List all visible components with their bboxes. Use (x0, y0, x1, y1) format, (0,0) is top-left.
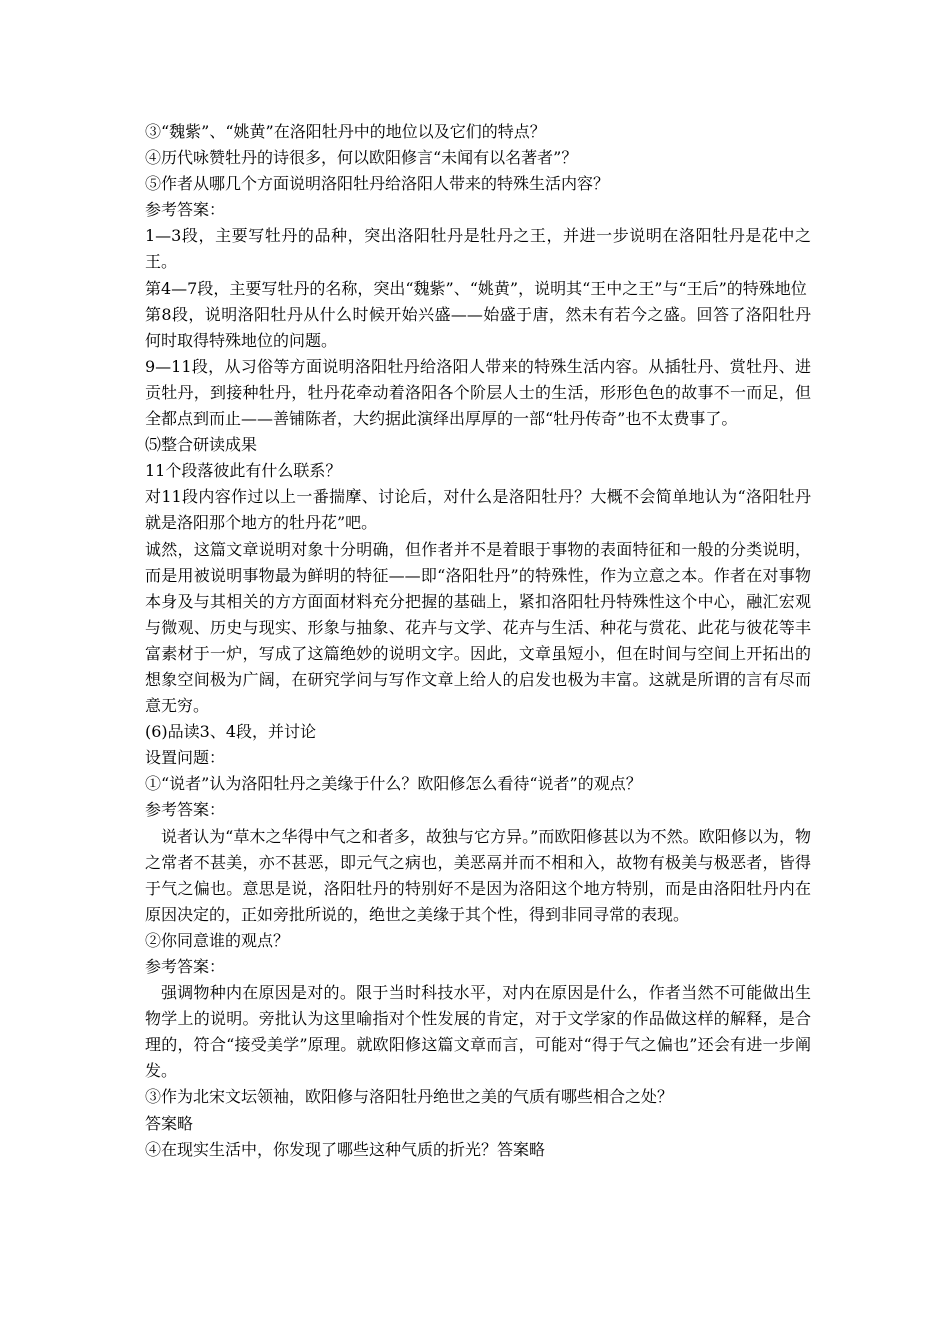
discussion-question: 11个段落彼此有什么联系？ (145, 461, 342, 481)
reference-answer-label: 参考答案： (145, 800, 226, 820)
answer-paragraph-9-11: 9—11段，从习俗等方面说明洛阳牡丹给洛阳人带来的特殊生活内容。从插牡丹、赏牡丹、进贡牡丹，到接种牡丹，牡丹花牵动着洛阳各个阶层人士的生活，形形色色的故事不一而足，但全都点到而止——善铺陈者，大约据此演绎出厚厚的一部“牡丹传奇”也不太费事了。 (145, 356, 811, 429)
set-questions-label: 设置问题： (145, 748, 226, 768)
question-4-reality: ④在现实生活中，你发现了哪些这种气质的折光？答案略 (145, 1139, 546, 1159)
question-1: ①“说者”认为洛阳牡丹之美缘于什么？欧阳修怎么看待“说者”的观点？ (145, 774, 642, 794)
question-4: ④历代咏赞牡丹的诗很多，何以欧阳修言“未闻有以名著者”？ (145, 148, 578, 168)
discussion-paragraph: 对11段内容作过以上一番揣摩、讨论后，对什么是洛阳牡丹？大概不会简单地认为“洛阳牡丹就是洛阳那个地方的牡丹花”吧。 (145, 487, 811, 533)
answer-paragraph-opinion: 强调物种内在原因是对的。限于当时科技水平，对内在原因是什么，作者当然不可能做出生物学上的说明。旁批认为这里喻指对个性发展的肯定，对于文学家的作品做这样的解释，是合理的，符合“接受美学”原理。就欧阳修这篇文章而言，可能对“得于气之偏也”还会有进一步阐发。 (145, 983, 811, 1081)
question-2: ②你同意谁的观点？ (145, 930, 290, 950)
reference-answer-label: 参考答案： (145, 957, 226, 976)
analysis-paragraph: 诚然，这篇文章说明对象十分明确，但作者并不是着眼于事物的表面特征和一般的分类说明，而是用被说明事物最为鲜明的特征——即“洛阳牡丹”的特殊性，作为立意之本。作者在对事物本身及与其相关的方方面面材料充分把握的基础上，紧扣洛阳牡丹特殊性这个中心，融汇宏观与微观、历史与现实、形象与抽象、花卉与文学、花卉与生活、种花与赏花、此花与彼花等丰富素材于一炉，写成了这篇绝妙的说明文字。因此，文章虽短小，但在时间与空间上开拓出的想象空间极为广阔，在研究学问与写作文章上给人的启发也极为丰富。这就是所谓的言有尽而意无穷。 (145, 539, 811, 716)
question-3: ③“魏紫”、“姚黄”在洛阳牡丹中的地位以及它们的特点？ (145, 122, 546, 141)
question-3-ouyang: ③作为北宋文坛领袖，欧阳修与洛阳牡丹绝世之美的气质有哪些相合之处？ (145, 1087, 674, 1107)
answer-paragraph-4-7: 第4—7段，主要写牡丹的名称，突出“魏紫”、“姚黄”，说明其“王中之王”与“王后”的特殊地位 (145, 278, 807, 298)
answer-paragraph-1-3: 1—3段，主要写牡丹的品种，突出洛阳牡丹是牡丹之王，并进一步说明在洛阳牡丹是花中之王。 (145, 226, 811, 272)
section-heading-6: (6)品读3、4段，并讨论 (145, 722, 317, 742)
reference-answer-label: 参考答案： (145, 200, 226, 220)
section-heading-5: ⑸整合研读成果 (145, 435, 258, 455)
answer-paragraph-8: 第8段，说明洛阳牡丹从什么时候开始兴盛——始盛于唐，然未有若今之盛。回答了洛阳牡丹何时取得特殊地位的问题。 (145, 304, 811, 350)
answer-paragraph-speaker: 说者认为“草木之华得中气之和者多，故独与它方异。”而欧阳修甚以为不然。欧阳修以为，物之常者不甚美，亦不甚恶，即元气之病也，美恶鬲并而不相和入，故物有极美与极恶者，皆得于气之偏也。意思是说，洛阳牡丹的特别好不是因为洛阳这个地方特别，而是由洛阳牡丹内在原因决定的，正如旁批所说的，绝世之美缘于其个性，得到非同寻常的表现。 (145, 826, 811, 924)
document-body (145, 119, 811, 1163)
answer-omitted: 答案略 (145, 1113, 194, 1133)
question-5: ⑤作者从哪几个方面说明洛阳牡丹给洛阳人带来的特殊生活内容？ (145, 174, 610, 194)
